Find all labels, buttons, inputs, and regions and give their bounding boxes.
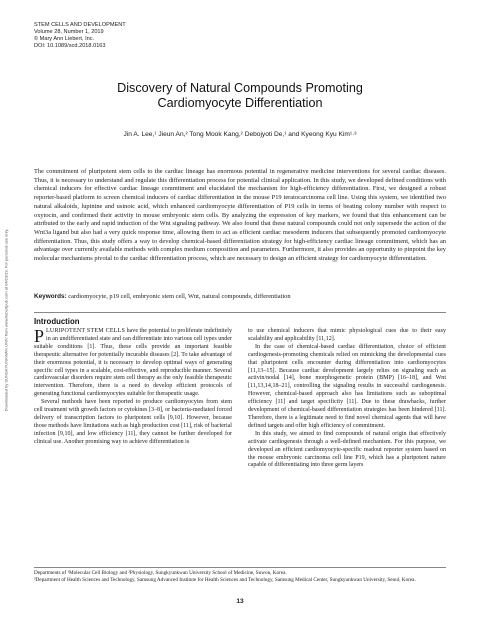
intro-paragraph-4: In the case of chemical-based cardiac differentiation, choice of efficient cardiogenesis-promoting chemicals relied on mimicking the developmental cues that pluripotent cells encounter during differentiation into cardiomyocytes [11,13–15]. Because cardiac development largely relies on signaling such as activin/nodal [14], bone morphogenetic protein (BMP) [16–18], and Wnt [11,13,14,18–21], controlling the signaling results in successful cardiogenesis. However, chemical-based approach also has limitations such as suboptimal efficiency [11] and target specificity [11]. Due to these drawbacks, further development of chemical-based differentiation strategies has been hindered [11]. Therefore, there is a legitimate need to find novel chemical agents that will have defined targets and offer high efficiency of commitment. bbox=[248, 343, 446, 429]
footnote-line-1: Departments of ¹Molecular Cell Biology and ²Physiology, Sungkyunkwan University School of Medicine, Suwon, Korea. bbox=[34, 570, 287, 576]
abstract bbox=[34, 168, 446, 264]
intro-paragraph-5: In this study, we aimed to find compounds of natural origin that effectively activate cardiogenesis through a well-defined mechanism. For this purpose, we developed an efficient cardiomyocyte-specific readout reporter system based on the mouse embryonic carcinoma cell line P19, which has a pluripotent nature capable of differentiating into three germ layers bbox=[248, 430, 446, 469]
download-watermark bbox=[2, 190, 10, 450]
footnote-line-2: ³Department of Health Sciences and Technology, Samsung Advanced Institute for Health Sciences and Technology, Samsung Medical Center, Sungkyunkwan University, Seoul, Korea. bbox=[34, 576, 416, 583]
title-line-2: Cardiomyocyte Differentiation bbox=[157, 96, 323, 110]
author-list: Jin A. Lee,¹ Jieun An,² Tong Mook Kang,² Debojyoti De,¹ and Kyeong Kyu Kim¹·³ bbox=[123, 131, 357, 138]
abstract-text: The commitment of pluripotent stem cells to the cardiac lineage has enormous potential in regenerative medicine interventions for several cardiac diseases. Thus, it is necessary to understand and regulate this differentiation process for potential clinical application. In this study, we developed defined conditions with chemical inducers for effective cardiac lineage commitment and elucidated the mechanism for high-efficiency differentiation. First, we designed a robust reporter-based platform to screen chemical inducers of cardiac differentiation in the mouse P19 teratocarcinoma cell line. Using this system, we identified two natural alkaloids, lupinine and usinoic acid, which enhanced cardiomyocyte differentiation of P19 cells in terms of beating colony number with respect to oxytocin, and confirmed their activity in mouse embryonic stem cells. By analyzing the expression of key markers, we found that this enhancement can be attributed to the early and rapid induction of the Wnt signaling pathway. We also found that these natural compounds could not only supersede the action of the Wnt3a ligand but also had a very quick response time, allowing them to act as efficient cardiac mesoderm inducers that subsequently promoted cardiomyocyte differentiation. Thus, this study offers a way to develop chemical-based differentiation strategy for high-efficiency cardiac lineage commitment, which has an advantage over currently available methods with complex medium composition and parameters. Furthermore, it also provides an opportunity to pinpoint the key molecular mechanisms pivotal to the cardiac differentiation process, which are necessary to design an efficient strategy for cardiomyocyte differentiation. bbox=[34, 168, 446, 263]
journal-copyright: © Mary Ann Liebert, Inc. bbox=[34, 36, 95, 42]
intro-paragraph-1 bbox=[34, 328, 232, 399]
section-heading-introduction: Introduction bbox=[34, 317, 80, 326]
intro-smallcaps: LURIPOTENT STEM CELLS bbox=[46, 328, 126, 334]
page-number: 13 bbox=[236, 598, 244, 605]
journal-doi: DOI: 10.1089/scd.2018.0163 bbox=[34, 43, 106, 49]
left-column bbox=[34, 328, 232, 447]
keywords-label: Keywords: bbox=[34, 293, 67, 300]
article-title bbox=[34, 81, 446, 111]
intro-paragraph-2: Several methods have been reported to produce cardiomyocytes from stem cell treatment with growth factors or cytokines [3–8], or bacteria-mediated forced delivery of transcription factors to pluripotent cells [9,10]. However, because those methods have limitations such as high production cost [11], risk of bacterial infection [9,10], and low efficiency [11], they cannot be further developed for clinical use. Another promising way to achieve differentiation is bbox=[34, 399, 232, 445]
section-divider bbox=[34, 312, 446, 313]
intro-paragraph-1-text: have the potential to proliferate indefinitely in an undifferentiated state and can differentiate into various cell types under suitable conditions [1]. Thus, these cells provide an important feasible therapeutic alternative for potentially incurable diseases [2]. To take advantage of their enormous potential, it is necessary to develop optimal ways of generating specific cell types in a scalable, cost-effective, and reproducible manner. Several cardiovascular disorders require stem cell therapy as the only feasible therapeutic intervention. Therefore, there is a need to develop efficient protocols of generating functional cardiomyocytes suitable for therapeutic usage. bbox=[34, 328, 232, 398]
title-line-1: Discovery of Natural Compounds Promoting bbox=[117, 81, 363, 95]
keywords-text: cardiomyocyte, p19 cell, embryonic stem cell, Wnt, natural compounds, differentiation bbox=[66, 293, 291, 300]
footnote-divider bbox=[34, 567, 446, 568]
journal-header bbox=[34, 22, 126, 50]
journal-name: STEM CELLS AND DEVELOPMENT bbox=[34, 22, 126, 28]
affiliation-footnote bbox=[34, 570, 446, 583]
journal-volume: Volume 28, Number 1, 2019 bbox=[34, 29, 104, 35]
drop-cap: P bbox=[34, 326, 45, 346]
right-column bbox=[248, 328, 446, 470]
keywords bbox=[34, 293, 446, 301]
download-watermark-text: Downloaded by SUNGKYUNKWAN UNIV from www.liebertpub.com at 04/23/19. For personal use only. bbox=[3, 228, 9, 412]
intro-paragraph-3: to use chemical inducers that mimic physiological cues due to their easy scalability and applicability [11,12]. bbox=[248, 328, 446, 342]
